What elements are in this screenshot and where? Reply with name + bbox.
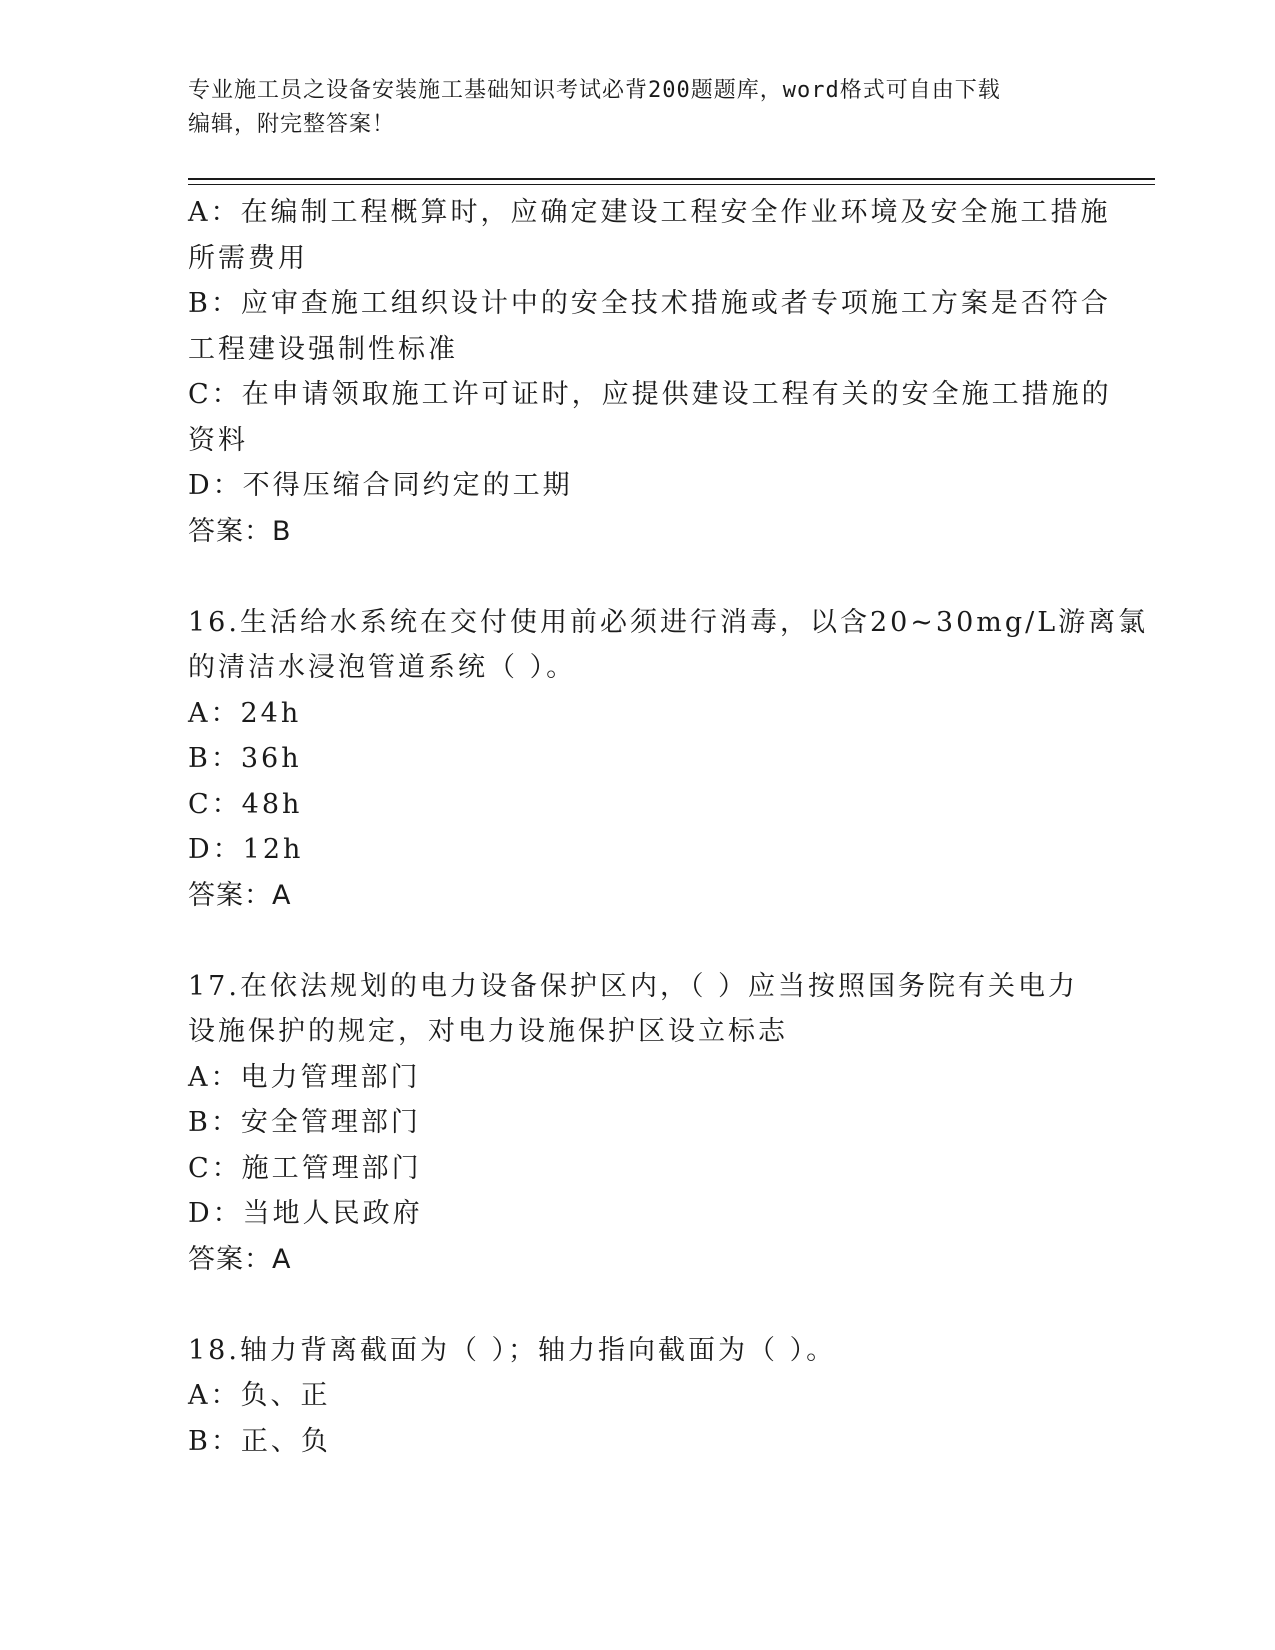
- q15-option-d: D：不得压缩合同约定的工期: [188, 470, 573, 501]
- header-rule-thick: [188, 178, 1155, 180]
- header-title-line-1: 专业施工员之设备安装施工基础知识考试必背200题题库，word格式可自由下载: [188, 78, 1001, 103]
- header-title-line-2: 编辑，附完整答案！: [188, 112, 396, 137]
- q15-option-b-line-1: B：应审查施工组织设计中的安全技术措施或者专项施工方案是否符合: [188, 288, 1111, 319]
- q15-option-b-line-2: 工程建设强制性标准: [188, 333, 458, 365]
- q15-answer: 答案：B: [188, 515, 292, 547]
- q16-option-b: B：36h: [188, 743, 302, 774]
- spacer: [188, 1282, 1088, 1328]
- q17-question-line-1: 17.在依法规划的电力设备保护区内，（ ）应当按照国务院有关电力: [188, 970, 1079, 1002]
- q17-answer: 答案：A: [188, 1243, 292, 1275]
- q16-question-line-1: 16.生活给水系统在交付使用前必须进行消毒，以含20~30mg/L游离氯: [188, 606, 1149, 638]
- q16-option-d: D：12h: [188, 834, 304, 865]
- header-rule-thin: [188, 184, 1155, 185]
- q15-option-a-line-2: 所需费用: [188, 242, 308, 274]
- question-15-block: [188, 190, 1112, 554]
- q17-option-c: C：施工管理部门: [188, 1152, 422, 1184]
- q16-option-a: A：24h: [188, 697, 302, 729]
- question-17-block: [188, 964, 1088, 1283]
- spacer: [188, 554, 1088, 600]
- q18-question-line-1: 18.轴力背离截面为（ ）；轴力指向截面为（ ）。: [188, 1334, 837, 1366]
- q16-option-c: C：48h: [188, 788, 303, 820]
- question-18-block: [188, 1328, 1088, 1465]
- q16-answer: 答案：A: [188, 879, 292, 911]
- q15-option-c-line-1: C：在申请领取施工许可证时，应提供建设工程有关的安全施工措施的: [188, 379, 1112, 410]
- q18-option-b: B：正、负: [188, 1425, 331, 1457]
- q17-question-line-2: 设施保护的规定，对电力设施保护区设立标志: [188, 1016, 788, 1047]
- q15-option-a-line-1: A：在编制工程概算时，应确定建设工程安全作业环境及安全施工措施: [188, 197, 1111, 228]
- q18-option-a: A：负、正: [188, 1380, 331, 1411]
- q17-option-b: B：安全管理部门: [188, 1107, 421, 1138]
- document-header: [188, 74, 1078, 142]
- spacer: [188, 918, 1088, 964]
- q17-option-d: D：当地人民政府: [188, 1198, 423, 1229]
- document-body: [188, 190, 1149, 1464]
- q17-option-a: A：电力管理部门: [188, 1061, 421, 1093]
- q16-question-line-2: 的清洁水浸泡管道系统（ ）。: [188, 652, 577, 683]
- q15-option-c-line-2: 资料: [188, 424, 248, 456]
- question-16-block: [188, 600, 1149, 919]
